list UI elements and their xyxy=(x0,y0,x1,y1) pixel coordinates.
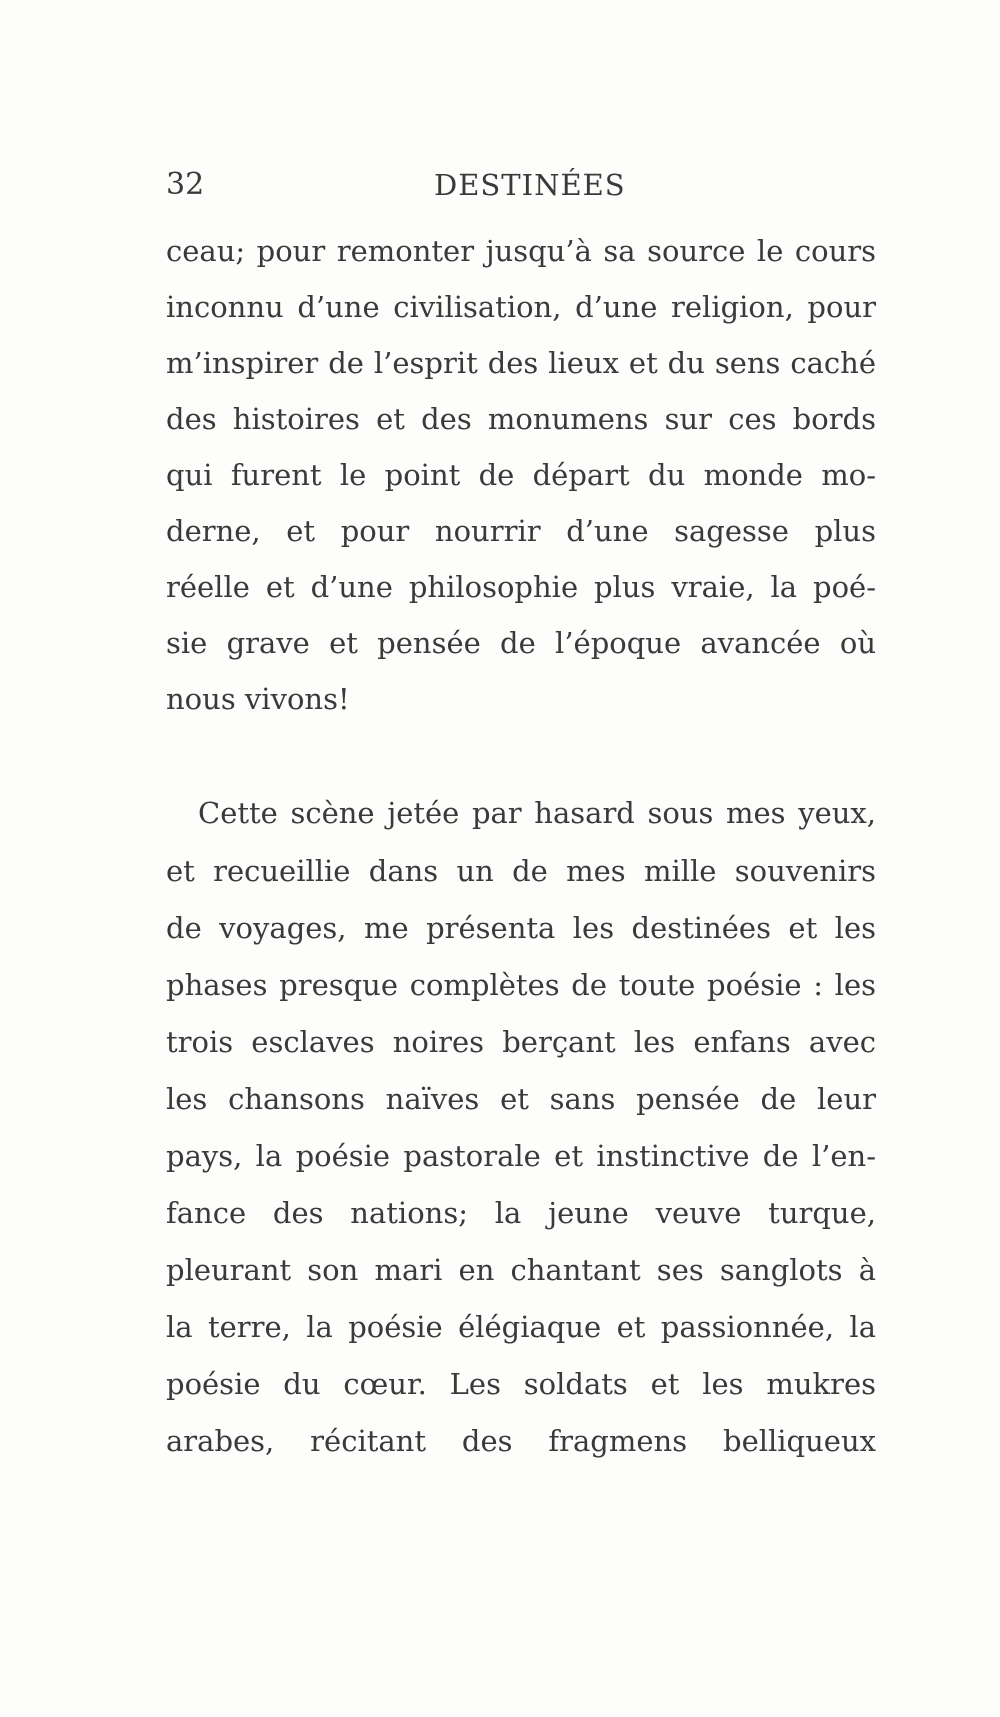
paragraph-1-line-5: qui furent le point de départ du monde mo- xyxy=(166,458,876,492)
paragraph-1-line-4: des histoires et des monumens sur ces bords xyxy=(166,402,876,436)
paragraph-1-line-1: ceau; pour remonter jusqu’à sa source le cours xyxy=(166,234,876,268)
paragraph-2-line-7: pays, la poésie pastorale et instinctive de l’en- xyxy=(166,1139,876,1173)
paragraph-1-line-2: inconnu d’une civilisation, d’une religion, pour xyxy=(166,290,876,324)
paragraph-1-line-8: sie grave et pensée de l’époque avancée où xyxy=(166,626,876,660)
paragraph-2-line-6: les chansons naïves et sans pensée de leur xyxy=(166,1082,876,1116)
paragraph-2-line-12: arabes, récitant des fragmens belliqueux xyxy=(166,1424,876,1458)
paragraph-2-line-4: phases presque complètes de toute poésie : les xyxy=(166,968,876,1002)
running-title: DESTINÉES xyxy=(434,168,626,202)
paragraph-2-line-3: de voyages, me présenta les destinées et les xyxy=(166,911,876,945)
paragraph-1-line-6: derne, et pour nourrir d’une sagesse plus xyxy=(166,514,876,548)
paragraph-1-line-3: m’inspirer de l’esprit des lieux et du sens caché xyxy=(166,346,876,380)
paragraph-2-line-9: pleurant son mari en chantant ses sanglots à xyxy=(166,1253,876,1287)
paragraph-1-line-9: nous vivons! xyxy=(166,682,350,716)
paragraph-1-line-7: réelle et d’une philosophie plus vraie, la poé- xyxy=(166,570,876,604)
paragraph-2-line-5: trois esclaves noires berçant les enfans avec xyxy=(166,1025,876,1059)
paragraph-2-line-2: et recueillie dans un de mes mille souvenirs xyxy=(166,854,876,888)
paragraph-2-line-1: Cette scène jetée par hasard sous mes yeux, xyxy=(198,796,876,830)
paragraph-2-line-8: fance des nations; la jeune veuve turque, xyxy=(166,1196,876,1230)
page-number: 32 xyxy=(166,167,205,202)
paragraph-2-line-10: la terre, la poésie élégiaque et passionnée, la xyxy=(166,1310,876,1344)
paragraph-2-line-11: poésie du cœur. Les soldats et les mukres xyxy=(166,1367,876,1401)
